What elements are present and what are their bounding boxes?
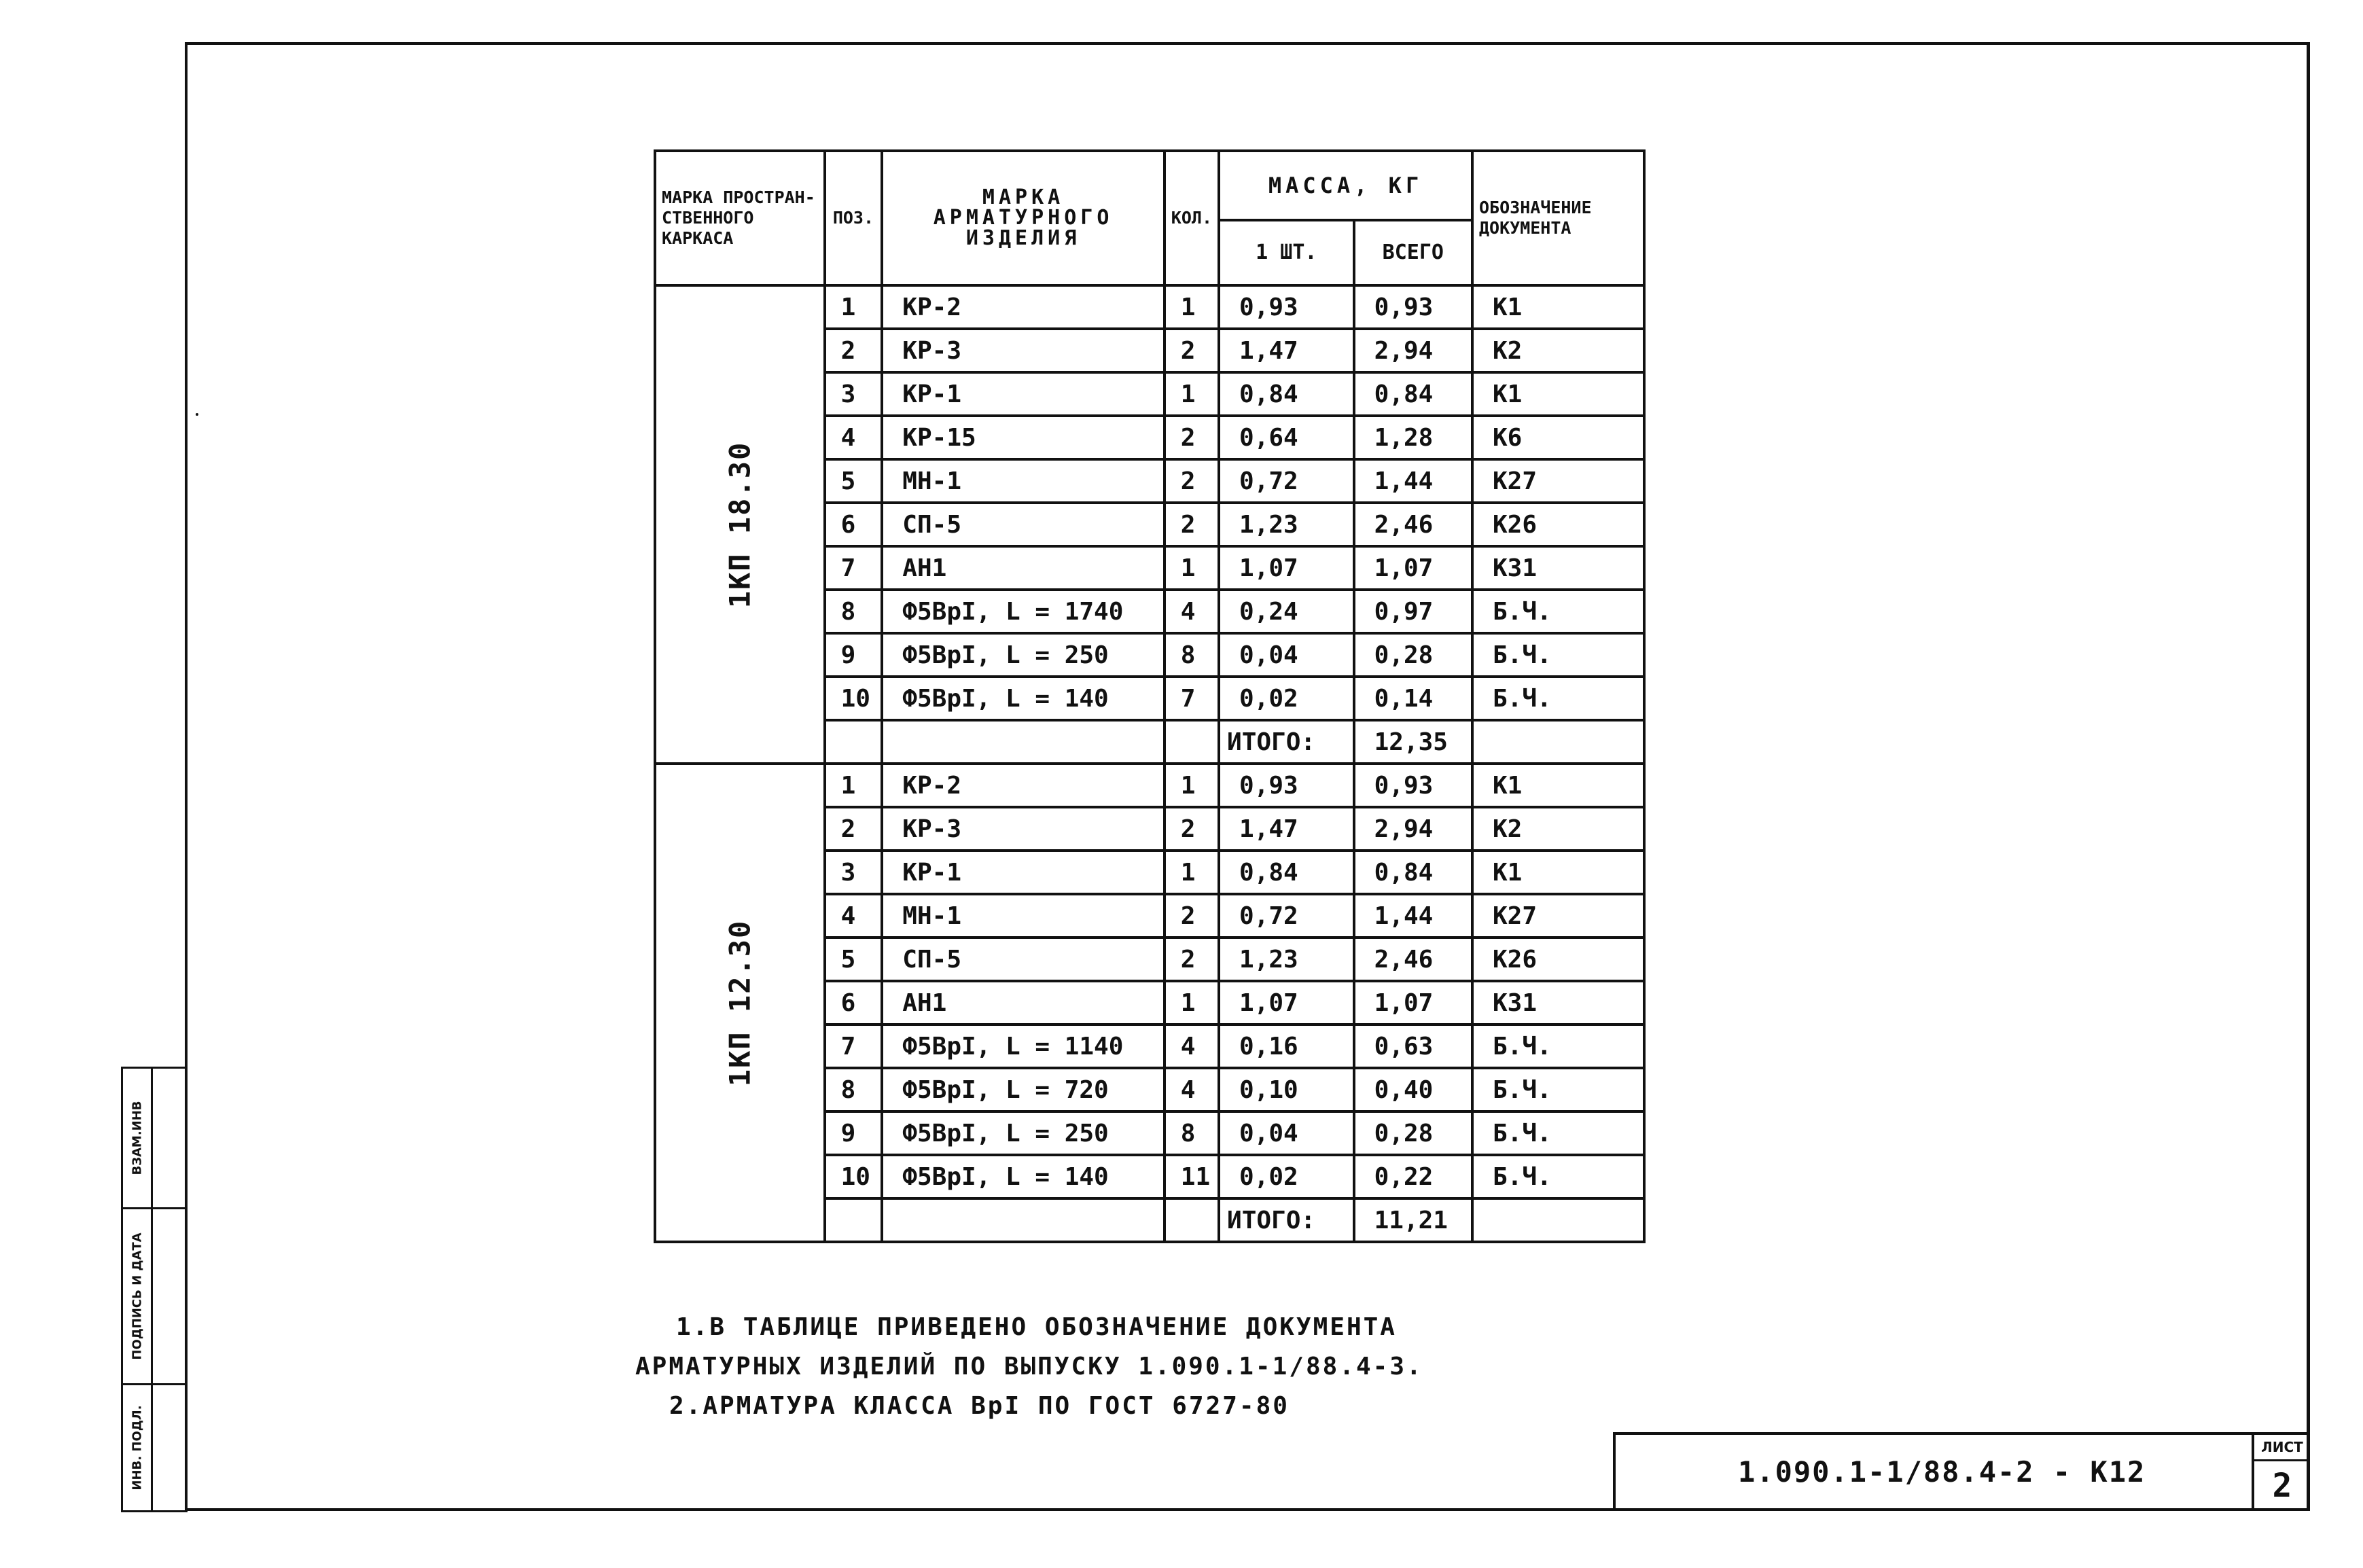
frame-mark: 1КП 18.30 [723, 441, 757, 608]
doc-cell: К31 [1472, 981, 1644, 1024]
item-mark-cell: Ф5ВрI, L = 720 [882, 1068, 1165, 1111]
item-mark-cell: КР-2 [882, 285, 1165, 329]
notes [635, 1308, 1423, 1426]
mass-unit-cell: 0,72 [1219, 459, 1354, 503]
item-mark-cell: МН-1 [882, 459, 1165, 503]
mass-unit-cell: 0,24 [1219, 590, 1354, 633]
frame-mark-cell [655, 764, 825, 1242]
header-item-mark: МАРКА АРМАТУРНОГО ИЗДЕЛИЯ [882, 151, 1165, 285]
empty-cell [1472, 720, 1644, 764]
doc-cell: К26 [1472, 503, 1644, 546]
pos-cell: 8 [825, 1068, 883, 1111]
item-mark-cell: КР-3 [882, 807, 1165, 851]
pos-cell: 8 [825, 590, 883, 633]
mass-total-cell: 2,46 [1354, 938, 1472, 981]
mass-total-cell: 0,84 [1354, 372, 1472, 416]
mass-total-cell: 0,22 [1354, 1155, 1472, 1198]
pos-cell: 9 [825, 1111, 883, 1155]
empty-cell [1165, 1198, 1219, 1242]
pos-cell: 5 [825, 459, 883, 503]
qty-cell: 1 [1165, 285, 1219, 329]
empty-cell [825, 720, 883, 764]
mass-total-cell: 1,44 [1354, 459, 1472, 503]
qty-cell: 2 [1165, 894, 1219, 938]
mass-unit-cell: 0,02 [1219, 677, 1354, 720]
item-mark-cell: АН1 [882, 981, 1165, 1024]
mass-unit-cell: 0,84 [1219, 851, 1354, 894]
note-line-3: 2.АРМАТУРА КЛАССА ВрI ПО ГОСТ 6727-80 [669, 1392, 1290, 1420]
mass-unit-cell: 0,84 [1219, 372, 1354, 416]
sheet-number: 2 [2272, 1467, 2292, 1505]
doc-cell: Б.Ч. [1472, 1068, 1644, 1111]
doc-cell: К1 [1472, 764, 1644, 807]
doc-cell: К2 [1472, 329, 1644, 372]
total-label: ИТОГО: [1219, 1198, 1354, 1242]
item-mark-cell: СП-5 [882, 938, 1165, 981]
pos-cell: 4 [825, 416, 883, 459]
doc-cell: Б.Ч. [1472, 1111, 1644, 1155]
header-qty: КОЛ. [1165, 151, 1219, 285]
mass-unit-cell: 0,04 [1219, 633, 1354, 677]
doc-cell: К1 [1472, 285, 1644, 329]
mass-unit-cell: 0,72 [1219, 894, 1354, 938]
item-mark-cell: КР-1 [882, 372, 1165, 416]
mass-total-cell: 2,94 [1354, 329, 1472, 372]
header-mass-total: ВСЕГО [1354, 220, 1472, 285]
mass-unit-cell: 1,07 [1219, 546, 1354, 590]
document-code: 1.090.1-1/88.4-2 - К12 [1738, 1455, 2146, 1489]
sheet-label: ЛИСТ [2254, 1435, 2310, 1461]
qty-cell: 1 [1165, 851, 1219, 894]
pos-cell: 6 [825, 503, 883, 546]
note-line-2: АРМАТУРНЫХ ИЗДЕЛИЙ ПО ВЫПУСКУ 1.090.1-1/88.4-3. [635, 1353, 1423, 1380]
header-pos: ПОЗ. [825, 151, 883, 285]
doc-cell: К27 [1472, 459, 1644, 503]
side-stamp-vzam-label: ВЗАМ.ИНВ [130, 1101, 144, 1175]
mass-unit-cell: 1,23 [1219, 938, 1354, 981]
qty-cell: 4 [1165, 590, 1219, 633]
side-stamp-vzam [121, 1067, 188, 1209]
side-stamp-inv [121, 1383, 188, 1512]
item-mark-cell: МН-1 [882, 894, 1165, 938]
doc-cell: К26 [1472, 938, 1644, 981]
doc-cell: К1 [1472, 372, 1644, 416]
mass-unit-cell: 0,10 [1219, 1068, 1354, 1111]
qty-cell: 2 [1165, 329, 1219, 372]
mass-total-cell: 0,28 [1354, 633, 1472, 677]
pos-cell: 10 [825, 677, 883, 720]
mass-total-cell: 0,28 [1354, 1111, 1472, 1155]
total-label: ИТОГО: [1219, 720, 1354, 764]
stray-dot [196, 413, 198, 416]
mass-total-cell: 2,94 [1354, 807, 1472, 851]
pos-cell: 2 [825, 329, 883, 372]
mass-unit-cell: 0,93 [1219, 285, 1354, 329]
frame-mark: 1КП 12.30 [723, 919, 757, 1086]
mass-total-cell: 0,14 [1354, 677, 1472, 720]
header-frame-mark: МАРКА ПРОСТРАН-СТВЕННОГО КАРКАСА [655, 151, 825, 285]
pos-cell: 7 [825, 1024, 883, 1068]
mass-total-cell: 0,97 [1354, 590, 1472, 633]
pos-cell: 3 [825, 372, 883, 416]
doc-cell: К31 [1472, 546, 1644, 590]
header-doc: ОБОЗНАЧЕНИЕ ДОКУМЕНТА [1472, 151, 1644, 285]
item-mark-cell: АН1 [882, 546, 1165, 590]
qty-cell: 2 [1165, 459, 1219, 503]
total-value: 11,21 [1354, 1198, 1472, 1242]
item-mark-cell: КР-15 [882, 416, 1165, 459]
mass-total-cell: 1,07 [1354, 981, 1472, 1024]
doc-cell: К6 [1472, 416, 1644, 459]
mass-unit-cell: 1,23 [1219, 503, 1354, 546]
sheet-box [2252, 1435, 2310, 1511]
doc-cell: Б.Ч. [1472, 633, 1644, 677]
mass-total-cell: 0,63 [1354, 1024, 1472, 1068]
mass-total-cell: 2,46 [1354, 503, 1472, 546]
doc-cell: Б.Ч. [1472, 1024, 1644, 1068]
doc-cell: К27 [1472, 894, 1644, 938]
doc-cell: К1 [1472, 851, 1644, 894]
doc-cell: Б.Ч. [1472, 1155, 1644, 1198]
empty-cell [825, 1198, 883, 1242]
qty-cell: 8 [1165, 1111, 1219, 1155]
qty-cell: 2 [1165, 938, 1219, 981]
pos-cell: 1 [825, 285, 883, 329]
mass-unit-cell: 0,02 [1219, 1155, 1354, 1198]
frame-mark-cell [655, 285, 825, 764]
pos-cell: 4 [825, 894, 883, 938]
table-row [655, 285, 1644, 329]
item-mark-cell: Ф5ВрI, L = 250 [882, 1111, 1165, 1155]
qty-cell: 1 [1165, 546, 1219, 590]
mass-unit-cell: 1,47 [1219, 329, 1354, 372]
mass-total-cell: 1,28 [1354, 416, 1472, 459]
item-mark-cell: СП-5 [882, 503, 1165, 546]
qty-cell: 2 [1165, 807, 1219, 851]
table-row [655, 764, 1644, 807]
empty-cell [1165, 720, 1219, 764]
mass-unit-cell: 0,16 [1219, 1024, 1354, 1068]
mass-unit-cell: 1,07 [1219, 981, 1354, 1024]
item-mark-cell: Ф5ВрI, L = 140 [882, 677, 1165, 720]
item-mark-cell: Ф5ВрI, L = 140 [882, 1155, 1165, 1198]
mass-unit-cell: 1,47 [1219, 807, 1354, 851]
item-mark-cell: Ф5ВрI, L = 250 [882, 633, 1165, 677]
pos-cell: 5 [825, 938, 883, 981]
item-mark-cell: КР-1 [882, 851, 1165, 894]
qty-cell: 2 [1165, 503, 1219, 546]
qty-cell: 7 [1165, 677, 1219, 720]
qty-cell: 1 [1165, 981, 1219, 1024]
mass-unit-cell: 0,93 [1219, 764, 1354, 807]
mass-total-cell: 0,84 [1354, 851, 1472, 894]
qty-cell: 4 [1165, 1068, 1219, 1111]
item-mark-cell: Ф5ВрI, L = 1740 [882, 590, 1165, 633]
empty-cell [882, 720, 1165, 764]
pos-cell: 6 [825, 981, 883, 1024]
note-line-1: 1.В ТАБЛИЦЕ ПРИВЕДЕНО ОБОЗНАЧЕНИЕ ДОКУМЕНТА [676, 1313, 1397, 1341]
total-value: 12,35 [1354, 720, 1472, 764]
qty-cell: 1 [1165, 372, 1219, 416]
mass-unit-cell: 0,04 [1219, 1111, 1354, 1155]
pos-cell: 3 [825, 851, 883, 894]
header-mass-unit: 1 ШТ. [1219, 220, 1354, 285]
qty-cell: 1 [1165, 764, 1219, 807]
qty-cell: 2 [1165, 416, 1219, 459]
item-mark-cell: КР-3 [882, 329, 1165, 372]
pos-cell: 7 [825, 546, 883, 590]
doc-cell: Б.Ч. [1472, 677, 1644, 720]
pos-cell: 9 [825, 633, 883, 677]
side-stamp-sign-label: ПОДПИСЬ И ДАТА [130, 1232, 144, 1360]
pos-cell: 2 [825, 807, 883, 851]
side-stamp-inv-label: ИНВ. ПОДЛ. [130, 1405, 144, 1491]
mass-total-cell: 0,93 [1354, 285, 1472, 329]
mass-total-cell: 0,40 [1354, 1068, 1472, 1111]
empty-cell [882, 1198, 1165, 1242]
doc-cell: К2 [1472, 807, 1644, 851]
empty-cell [1472, 1198, 1644, 1242]
item-mark-cell: КР-2 [882, 764, 1165, 807]
mass-total-cell: 1,44 [1354, 894, 1472, 938]
header-mass: МАССА, КГ [1219, 151, 1472, 220]
title-block [1613, 1432, 2310, 1511]
specification-table [654, 149, 1646, 1243]
item-mark-cell: Ф5ВрI, L = 1140 [882, 1024, 1165, 1068]
pos-cell: 1 [825, 764, 883, 807]
mass-total-cell: 0,93 [1354, 764, 1472, 807]
qty-cell: 11 [1165, 1155, 1219, 1198]
side-stamp-sign [121, 1207, 188, 1385]
qty-cell: 8 [1165, 633, 1219, 677]
mass-total-cell: 1,07 [1354, 546, 1472, 590]
qty-cell: 4 [1165, 1024, 1219, 1068]
pos-cell: 10 [825, 1155, 883, 1198]
doc-cell: Б.Ч. [1472, 590, 1644, 633]
mass-unit-cell: 0,64 [1219, 416, 1354, 459]
